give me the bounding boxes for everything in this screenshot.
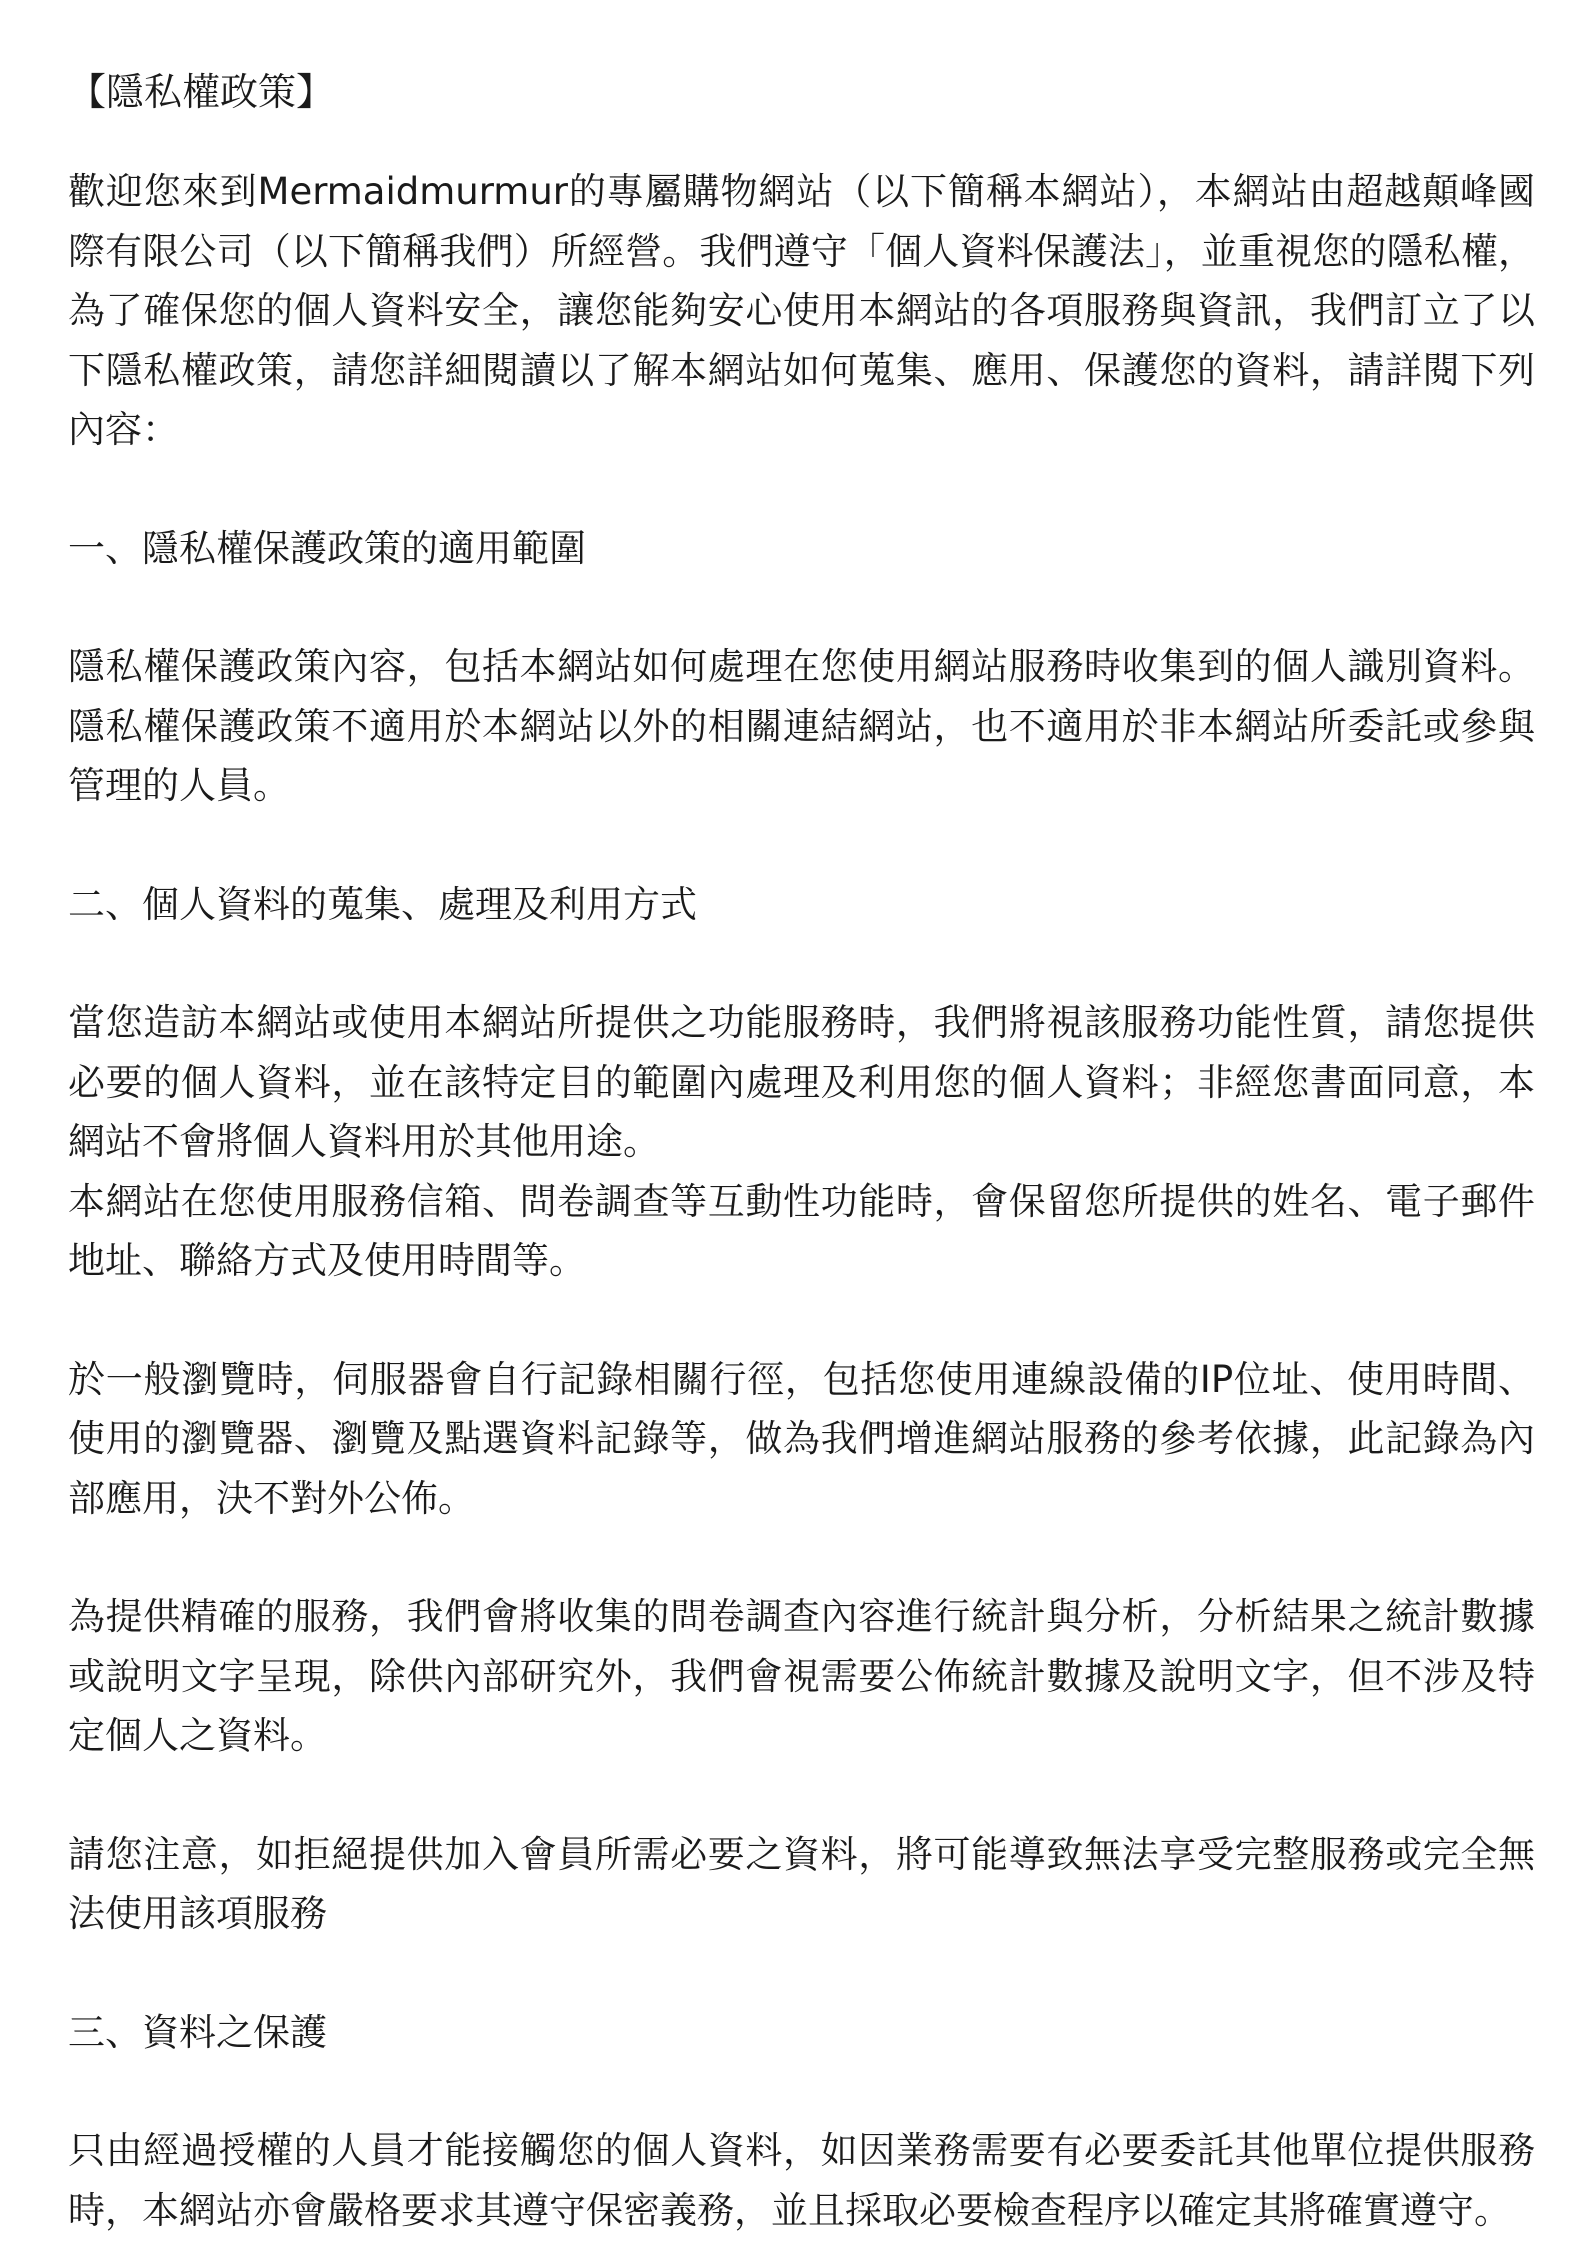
spacer	[68, 1944, 1535, 2003]
section-1-paragraph: 隱私權保護政策內容，包括本網站如何處理在您使用網站服務時收集到的個人識別資料。隱私權保護政策不適用於本網站以外的相關連結網站，也不適用於非本網站所委託或參與管理的人員。	[68, 645, 1535, 807]
section-1-heading: 一、隱私權保護政策的適用範圍	[68, 526, 586, 570]
section-2-paragraph-3: 於一般瀏覽時，伺服器會自行記錄相關行徑，包括您使用連線設備的IP位址、使用時間、使用的瀏覽器、瀏覽及點選資料記錄等，做為我們增進網站服務的參考依據，此記錄為內部應用，決不對外公佈。	[68, 1357, 1535, 1520]
section-3-paragraph: 只由經過授權的人員才能接觸您的個人資料，如因業務需要有必要委託其他單位提供服務時，本網站亦會嚴格要求其遵守保密義務，並且採取必要檢查程序以確定其將確實遵守。	[68, 2129, 1535, 2232]
section-2-paragraph-1: 當您造訪本網站或使用本網站所提供之功能服務時，我們將視該服務功能性質，請您提供必要的個人資料，並在該特定目的範圍內處理及利用您的個人資料；非經您書面同意，本網站不會將個人資料用於其他用途。	[68, 1001, 1535, 1163]
spacer	[68, 1528, 1535, 1587]
spacer	[68, 934, 1535, 993]
spacer	[68, 1766, 1535, 1825]
spacer	[68, 816, 1535, 875]
spacer	[68, 578, 1535, 637]
document-title: 【隱私權政策】	[68, 70, 335, 114]
section-2-paragraph-5: 請您注意，如拒絕提供加入會員所需必要之資料，將可能導致無法享受完整服務或完全無法使用該項服務	[68, 1832, 1535, 1935]
section-2-heading: 二、個人資料的蒐集、處理及利用方式	[68, 882, 697, 926]
intro-paragraph: 歡迎您來到Mermaidmurmur的專屬購物網站（以下簡稱本網站），本網站由超越顛峰國際有限公司（以下簡稱我們）所經營。我們遵守「個人資料保護法」，並重視您的隱私權，為了確保您的個人資料安全，讓您能夠安心使用本網站的各項服務與資訊，我們訂立了以下隱私權政策，請您詳細閱讀以了解本網站如何蒐集、應用、保護您的資料，請詳閱下列內容：	[68, 170, 1535, 451]
section-3-heading: 三、資料之保護	[68, 2010, 327, 2054]
spacer	[68, 460, 1535, 519]
spacer	[68, 1291, 1535, 1350]
spacer	[68, 2062, 1535, 2121]
section-2-paragraph-4: 為提供精確的服務，我們會將收集的問卷調查內容進行統計與分析，分析結果之統計數據或說明文字呈現，除供內部研究外，我們會視需要公佈統計數據及說明文字，但不涉及特定個人之資料。	[68, 1595, 1535, 1757]
section-2-paragraph-2: 本網站在您使用服務信箱、問卷調查等互動性功能時，會保留您所提供的姓名、電子郵件地址、聯絡方式及使用時間等。	[68, 1179, 1535, 1282]
